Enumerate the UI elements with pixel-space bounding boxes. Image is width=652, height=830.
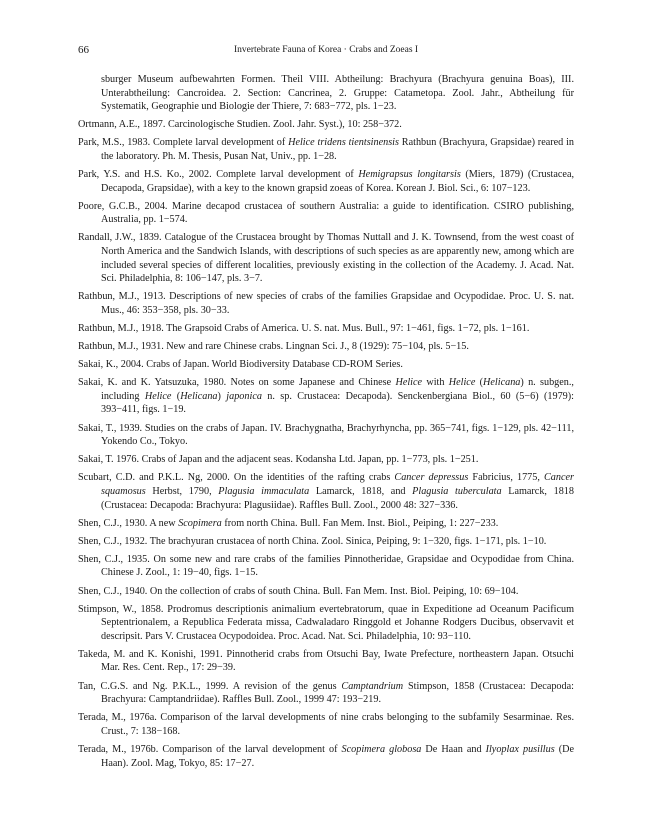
reference-entry (78, 358, 574, 372)
reference-entry (78, 743, 574, 770)
reference-text: with (422, 377, 449, 389)
reference-entry (78, 453, 574, 467)
taxon-name: Cancer squamosus (101, 472, 575, 497)
reference-text: Rathbun, M.J., 1918. The Grapsoid Crabs of America. U. S. nat. Mus. Bull., 97: 1−461, figs. 1−72, pls. 1−161. (78, 323, 530, 334)
taxon-name: Helice (144, 390, 172, 402)
taxon-name: Camptandrium (341, 680, 404, 692)
reference-entry (78, 711, 574, 738)
taxon-name: Cancer depressus (394, 472, 469, 484)
reference-text: Takeda, M. and K. Konishi, 1991. Pinnotherid crabs from Otsuchi Bay, Iwate Prefecture, northeastern Japan. Otsuchi Mar. Res. Cent. Rep., 17: 29−39. (78, 648, 574, 674)
reference-text: Sakai, T., 1939. Studies on the crabs of Japan. IV. Brachygnatha, Brachyrhyncha, pp. 365−741, figs. 1−129, pls. 42−111, Yokendo Co., Tokyo. (78, 422, 574, 448)
reference-entry (78, 553, 574, 580)
reference-text: Park, M.S., 1983. Complete larval development of (78, 137, 289, 149)
running-title: Invertebrate Fauna of Korea · Crabs and Zoeas I (233, 45, 419, 55)
taxon-name: Plagusia immaculata (218, 485, 310, 497)
reference-entry (78, 136, 574, 163)
reference-list (78, 73, 574, 775)
reference-entry (78, 376, 574, 417)
reference-text: Ortmann, A.E., 1897. Carcinologische Studien. Zool. Jahr. Syst.), 10: 258−372. (78, 119, 402, 131)
reference-text: n. sp. Crustacea: Decapoda). Senckenbergiana Biol., 60 (5−6) (1979): 393−411, figs. 1−19. (101, 390, 574, 416)
reference-entry (78, 340, 574, 354)
reference-text: Herbst, 1790, (145, 485, 219, 497)
taxon-name: Helice (395, 377, 423, 389)
taxon-name: Plagusia tuberculata (412, 485, 502, 497)
reference-text: Fabricius, 1775, (468, 472, 545, 484)
reference-text: Randall, J.W., 1839. Catalogue of the Crustacea brought by Thomas Nuttall and J. K. Townsend, from the west coast of North America and the Sandwich Islands, with descriptions of such species as are apparently new, among which are included several species of different localities, previously existing in the collection of the Academy. J. Acad. Nat. Sci. Philadelphia, 8: 106−147, pls. 3−7. (78, 232, 574, 285)
reference-text: ) n. subgen., including (101, 377, 574, 402)
reference-text: Terada, M., 1976a. Comparison of the larval developments of nine crabs belonging to the subfamily Sesarminae. Res. Crust., 7: 138−168. (78, 712, 574, 737)
reference-text: De Haan and (421, 743, 486, 755)
reference-text: Stimpson, 1858 (Crustacea: Decapoda: Brachyura: Camptandriidae). Raffles Bull. Zool., 1999 47: 193−219. (101, 680, 574, 706)
reference-text: Rathbun (Brachyura, Grapsidae) reared in the laboratory. Ph. M. Thesis, Pusan Nat, Univ., pp. 1−28. (101, 137, 574, 162)
taxon-name: Helice (448, 377, 476, 389)
reference-text: Park, Y.S. and H.S. Ko., 2002. Complete larval development of (78, 169, 359, 181)
reference-entry (78, 680, 574, 707)
reference-entry (78, 535, 574, 549)
reference-entry (78, 118, 574, 132)
reference-text: ( (171, 390, 181, 402)
reference-entry (78, 290, 574, 317)
taxon-name: Hemigrapsus longitarsis (358, 169, 461, 181)
taxon-name: Scopimera globosa (341, 743, 422, 755)
reference-text: ) (217, 390, 227, 402)
reference-entry (78, 73, 574, 114)
reference-text: Stimpson, W., 1858. Prodromus descriptionis animalium evertebratorum, quae in Expeditione ad Oceanum Pacificum Septentrionalem, a Republica Federata missa, Cadwaladaro Ringgold et Johanne Rodgers Ducibus, observavit et descripsit. Pars V. Crustacea Ocypodoidea. Proc. Acad. Nat. Sci. Philadelphia, 10: 93−110. (78, 603, 574, 642)
reference-text: Sakai, K. and K. Yatsuzuka, 1980. Notes on some Japanese and Chinese (78, 377, 396, 389)
reference-entry (78, 422, 574, 449)
reference-entry (78, 168, 574, 195)
reference-entry (78, 200, 574, 227)
reference-text: Poore, G.C.B., 2004. Marine decapod crustacea of southern Australia: a guide to identification. CSIRO publishing, Australia, pp. 1−574. (78, 200, 574, 226)
reference-entry (78, 585, 574, 599)
reference-entry (78, 603, 574, 644)
reference-text: (De Haan). Zool. Mag, Tokyo, 85: 17−27. (101, 743, 574, 769)
reference-text: Terada, M., 1976b. Comparison of the larval development of (78, 743, 342, 755)
reference-text: Shen, C.J., 1935. On some new and rare crabs of the families Pinnotheridae, Grapsidae and Ocypodidae from China. Chinese J. Zool., 1: 19−40, figs. 1−15. (78, 553, 574, 579)
taxon-name: Helicana (180, 390, 218, 402)
reference-text: Rathbun, M.J., 1931. New and rare Chinese crabs. Lingnan Sci. J., 8 (1929): 75−104, pls. 5−15. (78, 341, 469, 353)
reference-text: (Miers, 1879) (Crustacea, Decapoda, Grapsidae), with a key to the known grapsid zoeas of Korea. Korean J. Biol. Sci., 6: 107−123. (101, 169, 575, 194)
page-header (78, 42, 574, 58)
taxon-name: Ilyoplax pusillus (485, 743, 555, 755)
taxon-name: Scopimera (178, 517, 222, 529)
reference-text: Shen, C.J., 1932. The brachyuran crustacea of north China. Zool. Sinica, Peiping, 9: 1−320, figs. 1−171, pls. 1−10. (78, 535, 547, 547)
reference-entry (78, 322, 574, 336)
reference-text: sburger Museum aufbewahrten Formen. Theil VIII. Abtheilung: Brachyura (Brachyura genuina Boas), III. Unterabtheilung: Cancroidea. 2. Section: Cancrinea, 2. Gruppe: Catametopa. Zool. Jahr., Abtheilung für Systematik, Geographie und Biologie der Thiere, 7: 683−772, pls. 1−23. (101, 74, 574, 113)
reference-text: from north China. Bull. Fan Mem. Inst. Biol., Peiping, 1: 227−233. (221, 517, 499, 529)
taxon-name: Helice tridens tientsinensis (288, 137, 399, 149)
reference-text: Tan, C.G.S. and Ng. P.K.L., 1999. A revision of the genus (78, 680, 342, 692)
reference-entry (78, 517, 574, 531)
taxon-name: japonica (226, 390, 262, 402)
reference-entry (78, 648, 574, 675)
reference-text: Scubart, C.D. and P.K.L. Ng, 2000. On the identities of the rafting crabs (78, 472, 395, 484)
reference-text: Sakai, T. 1976. Crabs of Japan and the adjacent seas. Kodansha Ltd. Japan, pp. 1−773, pls. 1−251. (78, 454, 479, 466)
page-number: 66 (78, 44, 89, 56)
reference-text: ( (475, 377, 484, 389)
taxon-name: Helicana (483, 377, 521, 389)
reference-text: Lamarck, 1818 (Crustacea: Decapoda: Brachyura: Plagusiidae). Raffles Bull. Zool., 2000 48: 327−336. (101, 485, 574, 511)
reference-entry (78, 231, 574, 285)
reference-text: Lamarck, 1818, and (309, 485, 413, 497)
reference-text: Sakai, K., 2004. Crabs of Japan. World Biodiversity Database CD-ROM Series. (78, 359, 403, 371)
reference-entry (78, 471, 574, 512)
reference-text: Shen, C.J., 1940. On the collection of crabs of south China. Bull. Fan Mem. Inst. Biol. Peiping, 10: 69−104. (78, 585, 519, 597)
reference-text: Shen, C.J., 1930. A new (78, 517, 179, 529)
reference-text: Rathbun, M.J., 1913. Descriptions of new species of crabs of the families Grapsidae and Ocypodidae. Proc. U. S. nat. Mus., 46: 353−358, pls. 30−33. (78, 291, 574, 316)
